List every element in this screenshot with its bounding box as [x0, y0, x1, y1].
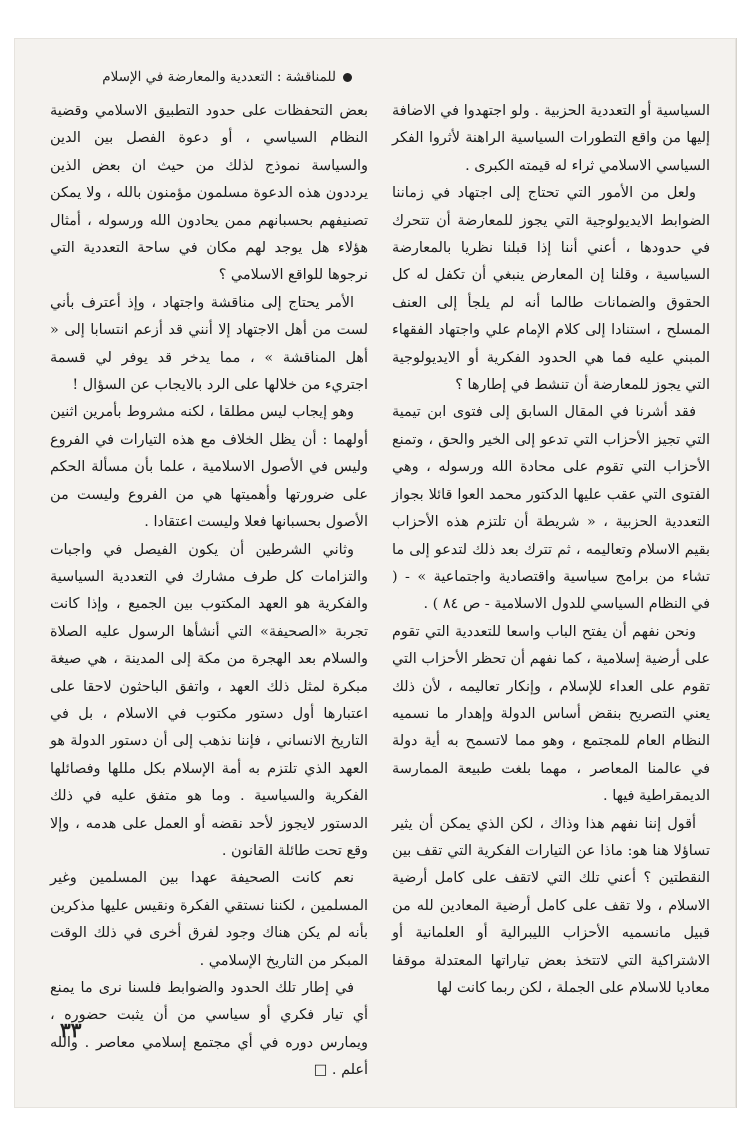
paragraph: أقول إننا نفهم هذا وذاك ، لكن الذي يمكن أن يثير تساؤلا هنا هو: ماذا عن التيارات الفكرية التي تقف بين النقطتين ؟ أعني تلك التي لاتقف على كامل أرضية الاسلام ، ولا تقف على كامل أرضية المعادين لله من قبيل مانسميه الأحزاب الليبرالية أو العلمانية أو الاشتراكية التي لاتتخذ بعض تياراتها المعتدلة موقفا معاديا للاسلام على الجملة ، لكن ربما كانت لها — [392, 815, 710, 996]
paragraph: ونحن نفهم أن يفتح الباب واسعا للتعددية التي تقوم على أرضية إسلامية ، كما نفهم أن تحظر الأحزاب التي تقوم على العداء للإسلام ، وإنكار تعاليمه ، لأن ذلك يعني التصريح بنقض أساس الدولة وإهدار ما نسميه النظام العام للمجتمع ، وهو مما لاتسمح به أية دولة في عالمنا المعاصر ، مهما بلغت طبيعة الممارسة الديمقراطية فيها . — [392, 623, 710, 805]
bullet-icon — [343, 73, 352, 82]
paragraph: الأمر يحتاج إلى مناقشة واجتهاد ، وإذ أعترف بأني لست من أهل الاجتهاد إلا أنني قد أزعم انتسابا إلى « أهل المناقشة » ، مما يدخر قد يوفر لي قسمة اجتريء من خلالها على الرد بالايجاب عن السؤال ! — [50, 294, 368, 394]
paragraph: في إطار تلك الحدود والضوابط فلسنا نرى ما يمنع أي تيار فكري أو سياسي من أن يثبت حضوره ، ويمارس دوره في أي مجتمع إسلامي معاصر . والله أعلم . □ — [50, 980, 368, 1079]
paragraph: بعض التحفظات على حدود التطبيق الاسلامي وقضية النظام السياسي ، أو دعوة الفصل بين الدين والسياسة نموذج لذلك من حيث ان بعض الذين يرددون هذه الدعوة مسلمون مؤمنون بالله ، ولا يمكن تصنيفهم بحسبانهم ممن يحادون الله ورسوله ، أمثال هؤلاء هل يوجد لهم مكان في ساحة التعددية التي نرجوها للواقع الاسلامي ؟ — [50, 103, 368, 284]
paragraph: فقد أشرنا في المقال السابق إلى فتوى ابن تيمية التي تجيز الأحزاب التي تدعو إلى الخير والحق ، وتمنع الأحزاب التي تقوم على محادة الله ورسوله ، وهي الفتوى التي عقب عليها الدكتور محمد العوا قائلا بجواز التعددية الحزبية ، « شريطة أن تلتزم هذه الأحزاب بقيم الاسلام وتعاليمه ، ثم تترك بعد ذلك لتدعو إلى ما تشاء من برامج سياسية واقتصادية واجتماعية » - ( في النظام السياسي للدول الاسلامية - ص ٨٤ ) . — [392, 404, 710, 613]
paragraph: وثاني الشرطين أن يكون الفيصل في واجبات والتزامات كل طرف مشارك في التعددية السياسية والفكرية هو العهد المكتوب بين الجميع ، وإذا كانت تجربة «الصحيفة» التي أنشأها الرسول عليه الصلاة والسلام بعد الهجرة من مكة إلى المدينة ، هي صيغة مبكرة لمثل ذلك العهد ، واتفق الباحثون لاحقا على اعتبارها أول دستور مكتوب في الاسلام ، بل في التاريخ الانساني ، فإننا نذهب إلى أن دستور الدولة هو العهد الذي تلتزم به أمة الإسلام بكل مللها وفصائلها الفكرية والسياسية . وما هو متفق عليه في ذلك الدستور لايجوز لأحد نقضه أو العمل على هدمه ، وإلا وقع تحت طائلة القانون . — [50, 541, 368, 859]
header-title: للمناقشة : التعددية والمعارضة في الإسلام — [102, 69, 336, 85]
running-header — [52, 66, 352, 88]
paragraph: نعم كانت الصحيفة عهدا بين المسلمين وغير المسلمين ، لكننا نستقي الفكرة ونقيس عليها مذكرين بأنه لم يكن هناك وجود لفرق أخرى في ذلك الوقت المبكر من التاريخ الإسلامي . — [50, 870, 368, 969]
right-column — [392, 98, 710, 1028]
paragraph: السياسية أو التعددية الحزبية . ولو اجتهدوا في الاضافة إليها من واقع التطورات السياسية الراهنة لأثروا الفكر السياسي الاسلامي ثراء له قيمته الكبرى . — [392, 103, 710, 174]
page-number: ٣٣ — [60, 1018, 82, 1042]
paragraph: ولعل من الأمور التي تحتاج إلى اجتهاد في زماننا الضوابط الايديولوجية التي يجوز للمعارضة أن تتحرك في حدودها ، أعني أننا إذا قبلنا نظريا بالمعارضة السياسية ، وقلنا إن المعارض ينبغي أن تكفل له كل الحقوق والضمانات طالما أنه لم يلجأ إلى العنف المسلح ، استنادا إلى كلام الإمام علي واجتهاد الفقهاء المبني عليه فما هي الحدود الفكرية أو الايديولوجية التي يجوز للمعارضة أن تنشط في إطارها ؟ — [392, 185, 710, 394]
paragraph: وهو إيجاب ليس مطلقا ، لكنه مشروط بأمرين اثنين أولهما : أن يظل الخلاف مع هذه التيارات في الفروع وليس في الأصول الاسلامية ، علما بأن مسألة الحكم على ضرورتها وأهميتها هي من الفروع وليست من الأصول بحسبانها فعلا وليست اعتقادا . — [50, 404, 368, 531]
